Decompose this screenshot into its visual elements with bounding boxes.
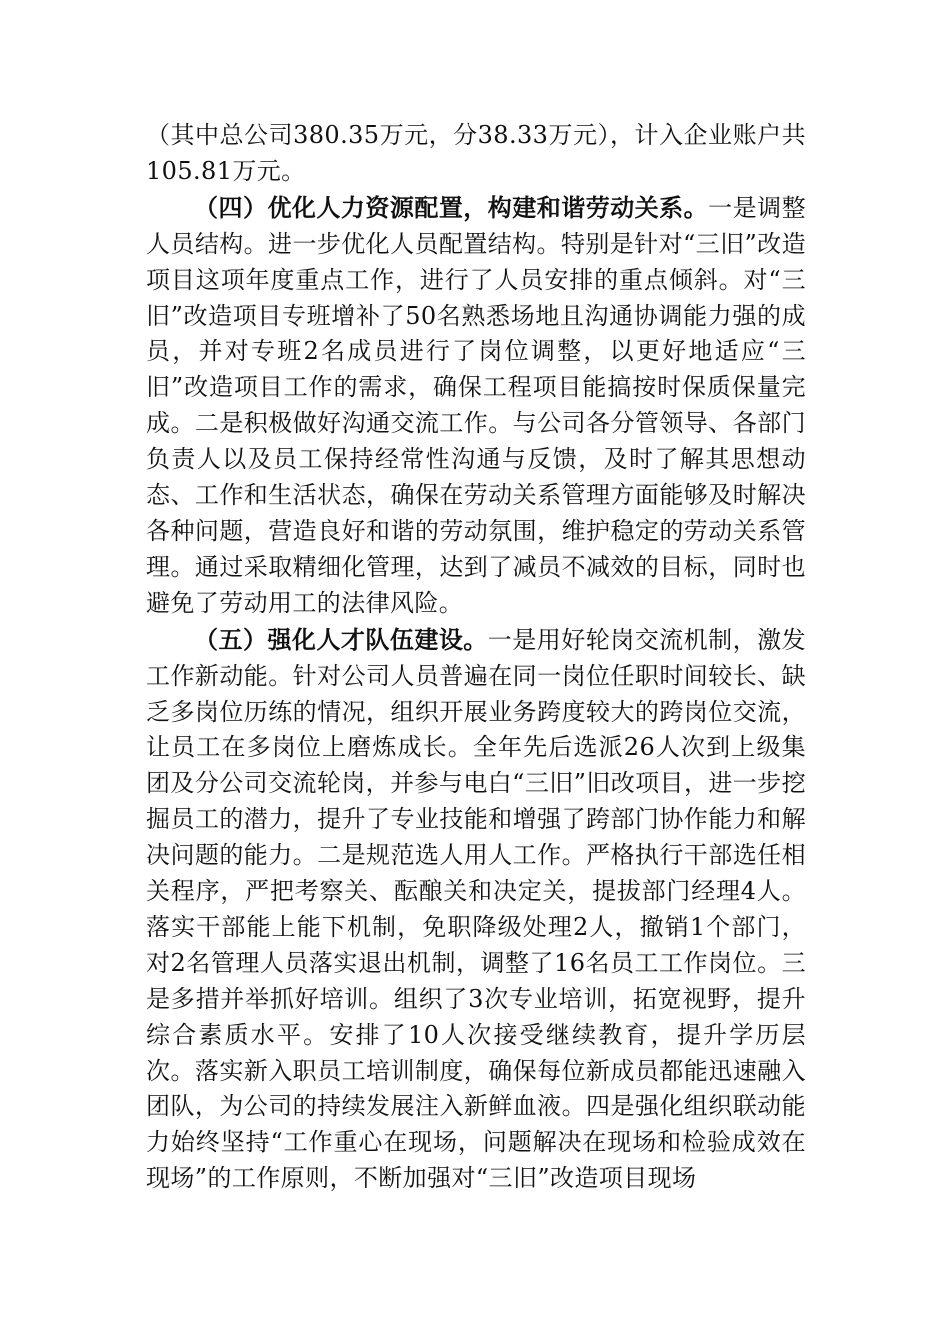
paragraph-continuation (146, 118, 806, 190)
section-heading-5: （五）强化人才队伍建设。 (194, 624, 488, 654)
paragraph-text: 一是用好轮岗交流机制，激发工作新动能。针对公司人员普遍在同一岗位任职时间较长、缺乏多岗位历练的情况，组织开展业务跨度较大的跨岗位交流，让员工在多岗位上磨炼成长。全年先后选派26人次到上级集团及分公司交流轮岗，并参与电白“三旧”旧改项目，进一步挖掘员工的潜力，提升了专业技能和增强了跨部门协作能力和解决问题的能力。二是规范选人用人工作。严格执行干部选任相关程序，严把考察关、酝酿关和决定关，提拔部门经理4人。落实干部能上能下机制，免职降级处理2人，撤销1个部门，对2名管理人员落实退出机制，调整了16名员工工作岗位。三是多措并举抓好培训。组织了3次专业培训，拓宽视野，提升综合素质水平。安排了10人次接受继续教育，提升学历层次。落实新入职员工培训制度，确保每位新成员都能迅速融入团队，为公司的持续发展注入新鲜血液。四是强化组织联动能力始终坚持“工作重心在现场，问题解决在现场和检验成效在现场”的工作原则，不断加强对“三旧”改造项目现场 (146, 625, 806, 1193)
paragraph-section-5 (146, 622, 806, 1198)
paragraph-section-4 (146, 190, 806, 622)
paragraph-text: 一是调整人员结构。进一步优化人员配置结构。特别是针对“三旧”改造项目这项年度重点工作，进行了人员安排的重点倾斜。对“三旧”改造项目专班增补了50名熟悉场地且沟通协调能力强的成员，并对专班2名成员进行了岗位调整，以更好地适应“三旧”改造项目工作的需求，确保工程项目能搞按时保质保量完成。二是积极做好沟通交流工作。与公司各分管领导、各部门负责人以及员工保持经常性沟通与反馈，及时了解其思想动态、工作和生活状态，确保在劳动关系管理方面能够及时解决各种问题，营造良好和谐的劳动氛围，维护稳定的劳动关系管理。通过采取精细化管理，达到了减员不减效的目标，同时也避免了劳动用工的法律风险。 (146, 193, 806, 617)
section-heading-4: （四）优化人力资源配置，构建和谐劳动关系。 (194, 192, 709, 222)
document-body (146, 118, 806, 1197)
paragraph-text: （其中总公司380.35万元，分38.33万元），计入企业账户共105.81万元。 (146, 121, 806, 185)
